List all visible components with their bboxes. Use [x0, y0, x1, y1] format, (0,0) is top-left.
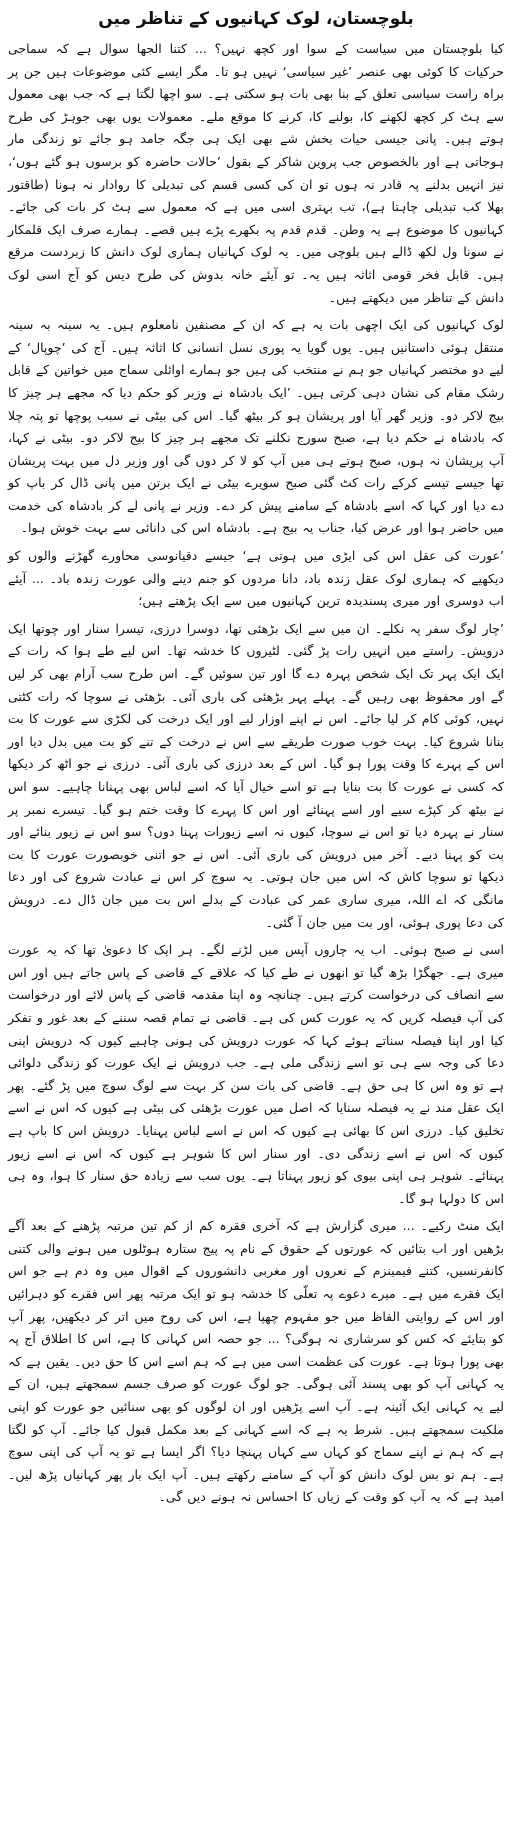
article-paragraph: ایک منٹ رکیے۔ ... میری گزارش ہے کہ آخری فقرہ کم از کم تین مرتبہ پڑھنے کے بعد آگے بڑھیں اور اب بتائیں کہ عورتوں کے حقوق کے نام پہ پیج ستارہ ہوٹلوں میں ہونے والی کتنی کانفرنسیں، کتنے فیمینزم کے نعروں اور مغربی دانشوروں کے اقوال میں وہ دم ہے جو اس ایک فقرے میں ہے۔ میرے دعوے پہ تعلّی کا خدشہ ہو تو ایک مرتبہ پھر اس فقرے کو دہرائیں اور اس کے روایتی الفاظ میں جو مفہوم چھپا ہے، اس کی روح میں اتر کر دیکھیں، پھر آپ کو بتایئے کہ کس کو سرشاری نہ ہوگی؟ ... جو حصہ اس کہانی کا ہے، اس کا اطلاق آج پہ بھی پورا ہوتا ہے۔ عورت کی عظمت اسی میں ہے کہ ہم اسے اس کا حق دیں۔ یقین ہے کہ یہ کہانی آپ کو بھی پسند آئی ہوگی۔ جو لوگ عورت کو صرف جسم سمجھتے ہیں، ان کے لیے یہ کہانی ایک آئینہ ہے۔ آپ اسے پڑھیں اور ان لوگوں کو بھی سنائیں جو عورت کو اپنی ملکیت سمجھتے ہیں۔ شرط یہ ہے کہ اسے کہانی کے بعد مکمل قبول کیا جائے۔ آپ کو لگتا ہے کہ ہم نے اپنے سماج کو کہاں سے کہاں پہنچا دیا؟ اگر ایسا ہے تو یہ آپ کی اپنی سوچ ہے۔ ہم تو بس لوک دانش کو آپ کے سامنے رکھتے ہیں۔ آپ ایک بار پھر کہانیاں پڑھ لیں۔ امید ہے کہ یہ آپ کو وقت کے زیاں کا احساس نہ ہونے دیں گی۔	[8, 1218, 504, 1505]
article-title: بلوچستان، لوک کہانیوں کے تناظر میں	[98, 9, 414, 29]
article-paragraph: اسی نے صبح ہوئی۔ اب یہ چاروں آپس میں لڑنے لگے۔ ہر ایک کا دعویٰ تھا کہ یہ عورت میری ہے۔ جھگڑا بڑھ گیا تو انھوں نے طے کیا کہ علاقے کے قاضی کے پاس جاتے ہیں اور اس سے انصاف کی درخواست کرتے ہیں۔ چنانچہ وہ اپنا مقدمہ قاضی کے پاس لائے اور درخواست کی آپ فیصلہ کریں کہ یہ عورت کس کی ہے۔ قاضی نے تمام قصہ سننے کے بعد غور و تفکر کیا اور اپنا فیصلہ سناتے ہوئے کہا کہ عورت درویش کی ہونی چاہیے کیوں کہ درویش اپنی دعا کی وجہ سے ہی تو اسے زندگی ملی ہے۔ جب درویش نے ایک عورت کو زندگی دلوائی ہے تو وہ اس کا ہی حق ہے۔ قاضی کی بات سن کر بہت سے لوگ سوچ میں پڑ گئے۔ پھر ایک عقل مند نے یہ فیصلہ سنایا کہ اصل میں عورت بڑھئی کی بیٹی ہے کیوں کہ اس نے اسے تخلیق کیا۔ درزی اس کا بھائی ہے کیوں کہ اس نے اسے لباس پہنایا۔ درویش اس کا باپ ہے کیوں کہ اس نے اسے زندگی دی۔ اور سنار اس کا شوہر ہے کیوں کہ اس نے اسے زیور پہنائے۔ شوہر ہی اپنی بیوی کو زیور پہناتا ہے۔ یوں سب سے زیادہ حق سنار کا ہوا، وہ ہی اس کا دولہا ہو گا۔	[8, 942, 504, 1206]
article-paragraph: ’چار لوگ سفر پہ نکلے۔ ان میں سے ایک بڑھئی تھا، دوسرا درزی، تیسرا سنار اور چوتھا ایک درویش۔ راستے میں انہیں رات پڑ گئی۔ لٹیروں کا خدشہ تھا۔ اس لیے طے ہوا کہ رات کے ایک ایک پہر تک ایک شخص پہرہ دے گا اور تین سوئیں گے۔ اس طرح سب آرام بھی کر لیں گے اور محفوظ بھی رہیں گے۔ پہلے پہر بڑھئی کی باری آئی۔ بڑھئی نے سوچا کہ رات کٹتی نہیں، کوئی کام کر لیا جائے۔ اس نے اپنے اوزار لیے اور ایک درخت کی لکڑی سے عورت کا بت بنانا شروع کیا۔ بہت خوب صورت طریقے سے اس نے درخت کے تنے کو بت میں بدل دیا اور اس کے پہرے کا وقت پورا ہو گیا۔ اس کے بعد درزی کی باری آئی۔ درزی نے جو اٹھ کر دیکھا کہ کسی نے عورت کا بت بنایا ہے تو اسے خیال آیا کہ اسے لباس بھی پہنانا چاہیے۔ سو اس نے بیٹھ کر کپڑے سیے اور اسے پہنائے اور اس کا پہرے کا وقت ختم ہو گیا۔ تیسرے نمبر پر سنار نے پہرہ دیا تو اس نے سوچا، کیوں نہ اسے زیورات پہنا دوں؟ سو اس نے زیور بنائے اور بت کو پہنا دیے۔ آخر میں درویش کی باری آئی۔ اس نے جو اتنی خوبصورت عورت کا بت دیکھا تو سوچا کاش کہ اس میں جان ہوتی۔ یہ سوچ کر اس نے عبادت شروع کی اور دعا مانگی کہ اے اللہ، میری ساری عمر کی عبادت کے بدلے اس بت میں جان ڈال دے۔ درویش کی دعا پوری ہوئی، اور بت میں جان آ گئی۔	[8, 620, 504, 930]
article-paragraph: لوک کہانیوں کی ایک اچھی بات یہ ہے کہ ان کے مصنفین نامعلوم ہیں۔ یہ سینہ بہ سینہ منتقل ہوئی داستانیں ہیں۔ یوں گویا یہ پوری نسل انسانی کا اثاثہ ہیں۔ آج کی ’چوپال‘ کے لیے دو مختصر کہانیاں جو ہم نے منتخب کی ہیں جو ہمارے اوائلی سماج میں خواتین کے قابل رشک مقام کی نشان دہی کرتی ہیں۔ ’ایک بادشاہ نے وزیر کو حکم دیا کہ مجھے ہر چیز کا بیج لاکر دو۔ وزیر گھر آیا اور پریشان ہو کر بیٹھ گیا۔ اس کی بیٹی نے سبب پوچھا تو پتہ چلا کہ بادشاہ نے حکم دیا ہے، صبح سورج نکلنے تک مجھے ہر چیز کا بیج لاکر دو۔ بیٹی نے کہا، آپ پریشان نہ ہوں، صبح ہوتے ہی میں آپ کو لا کر دوں گی اور وزیر دل میں بہت پریشان تھا جیسے تیسے کرکے رات کٹ گئی صبح سویرے بیٹی نے ایک برتن میں پانی ڈال کر باپ کو دے دیا اور کہا کہ اسے بادشاہ کے سامنے پیش کر دے۔ وزیر نے پانی لے کر بادشاہ کی خدمت میں حاضر ہوا اور عرض کیا، جناب یہ بیج ہے۔ بادشاہ اس کی دانائی سے بہت خوش ہوا۔	[8, 317, 504, 536]
article-paragraph: ’عورت کی عقل اس کی ایڑی میں ہوتی ہے‘ جیسے دقیانوسی محاورے گھڑنے والوں کو دیکھیے کہ ہماری لوک عقل زندہ باد، دانا مردوں کو جنم دینے والی عورت زندہ باد۔ ... آیئے اب دوسری اور میری پسندیدہ ترین کہانیوں میں سے ایک پڑھتے ہیں؛	[8, 548, 504, 609]
article-paragraph: کیا بلوچستان میں سیاست کے سوا اور کچھ نہیں؟ ... کتنا الجھا سوال ہے کہ سماجی حرکیات کا کوئی بھی عنصر ’غیر سیاسی‘ نہیں ہو تا۔ مگر ایسے کئی موضوعات ہیں جن پر براہ راست سیاسی تعلق کے بنا بھی بات ہو سکتی ہے۔ سو اچھا لگتا ہے کہ جب بھی معمول سے ہٹ کر کچھ لکھنے کا، بولنے کا، کرنے کا موقع ملے۔ معمولات یوں بھی جوہڑ کی طرح ہوتے ہیں۔ پانی جیسی حیات بخش شے بھی ایک ہی جگہ جامد ہو جائے تو زندگی مار ہوجاتی ہے اور بالخصوص جب پروین شاکر کے بقول ’حالات حاضرہ کو برسوں ہو گئے ہوں‘، نیز انہیں بدلنے پہ قادر نہ ہوں تو ان کی کسی قسم کی تبدیلی کا روادار نہ ہونا (طاقتور بھلا کب تبدیلی چاہتا ہے)، تب بہتری اسی میں ہے کہ معمول سے ہٹ کر بات کی جائے۔ کہانیوں کا موضوع ہے یہ وطن۔ قدم قدم پہ بکھرے پڑے ہیں قصے۔ ہمارے صرف ایک قلمکار نے سونا ول لکھ ڈالے ہیں بلوچی میں۔ یہ لوک کہانیاں ہماری لوک دانش کا زبردست مرقع ہیں۔ قابل فخر قومی اثاثہ ہیں یہ۔ تو آیئے خانہ بدوش کی طرح دیس کو آج اسی لوک دانش کے تناظر میں دیکھتے ہیں۔	[8, 41, 504, 305]
